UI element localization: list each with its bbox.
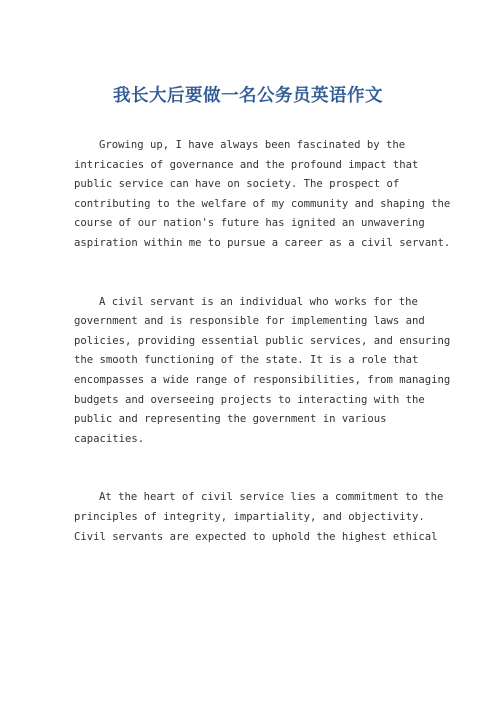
paragraph-line: budgets and overseeing projects to interacting with the	[74, 393, 425, 406]
paragraph-2	[74, 293, 451, 450]
paragraph-line: government and is responsible for implementing laws and	[74, 315, 425, 328]
paragraph-line: public and representing the government in various	[74, 413, 387, 426]
paragraph-line: intricacies of governance and the profound impact that	[74, 158, 419, 171]
document-body	[74, 136, 451, 586]
paragraph-line: Civil servants are expected to uphold the highest ethical	[74, 530, 438, 543]
paragraph-line: public service can have on society. The prospect of	[74, 178, 400, 191]
paragraph-line: A civil servant is an individual who works for the	[99, 295, 418, 308]
paragraph-line: encompasses a wide range of responsibilities, from managing	[74, 373, 451, 386]
paragraph-line: aspiration within me to pursue a career as a civil servant.	[74, 236, 451, 249]
paragraph-line: At the heart of civil service lies a commitment to the	[99, 491, 444, 504]
paragraph-line: the smooth functioning of the state. It is a role that	[74, 354, 419, 367]
paragraph-3	[74, 488, 444, 547]
paragraph-line: course of our nation's future has ignited an unwavering	[74, 217, 425, 230]
document-title: 我长大后要做一名公务员英语作文	[113, 86, 383, 106]
paragraph-1	[74, 136, 451, 254]
paragraph-line: principles of integrity, impartiality, and objectivity.	[74, 510, 425, 523]
paragraph-line: contributing to the welfare of my community and shaping the	[74, 197, 451, 210]
paragraph-line: capacities.	[74, 432, 145, 445]
paragraph-line: policies, providing essential public services, and ensuring	[74, 334, 451, 347]
paragraph-line: Growing up, I have always been fascinated by the	[99, 139, 406, 151]
